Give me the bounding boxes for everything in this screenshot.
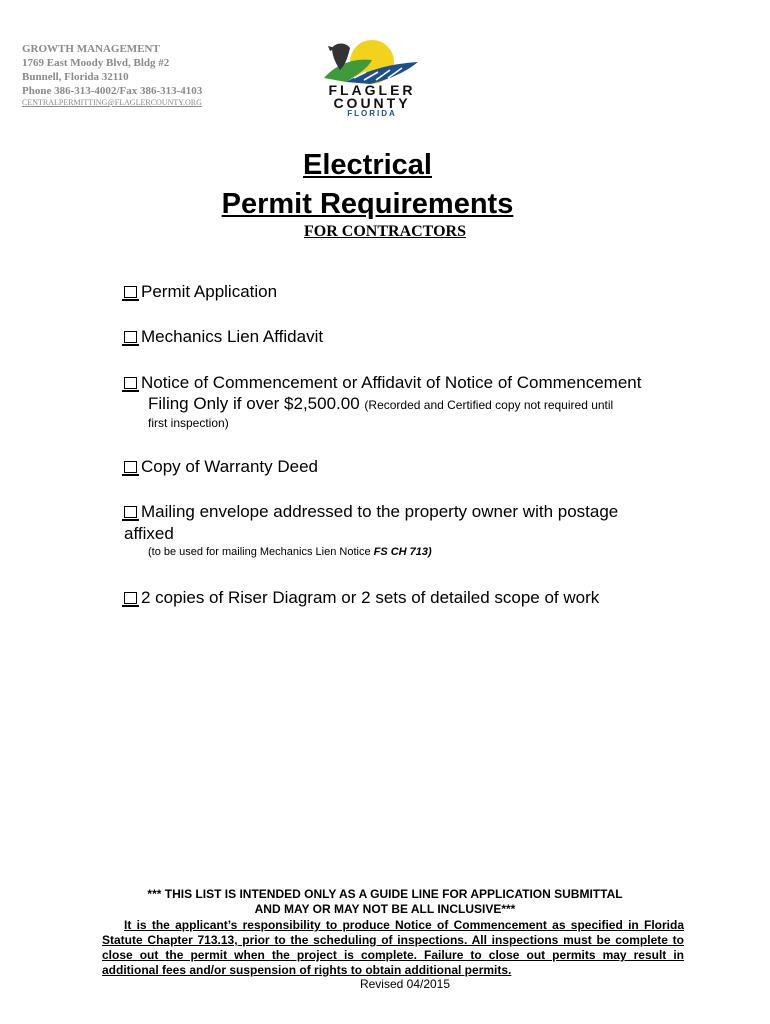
requirement-note-continued: first inspection) <box>148 416 229 430</box>
requirement-text: Mailing envelope addressed to the property owner with postage <box>141 502 619 521</box>
requirement-text: Notice of Commencement or Affidavit of Notice of Commencement <box>141 373 642 392</box>
phone-fax: Phone 386-313-4002/Fax 386-313-4103 <box>22 85 203 97</box>
computer-icon <box>124 506 137 518</box>
logo-word-flagler: FLAGLER <box>328 82 416 98</box>
email-link[interactable]: CENTRALPERMITTING@FLAGLERCOUNTY.ORG <box>22 98 202 107</box>
computer-icon <box>124 592 137 604</box>
guideline-notice <box>0 887 770 917</box>
flagler-county-logo <box>306 38 438 120</box>
guideline-notice-line-1: *** THIS LIST IS INTENDED ONLY AS A GUIDE LINE FOR APPLICATION SUBMITTAL <box>147 887 623 901</box>
logo-graphic-icon <box>306 38 438 84</box>
requirement-note: (Recorded and Certified copy not required until <box>364 398 614 412</box>
page-subtitle: FOR CONTRACTORS <box>304 223 466 240</box>
requirement-item <box>124 456 318 478</box>
requirement-text-continued: affixed <box>124 524 174 543</box>
requirement-item <box>124 587 599 609</box>
requirement-item <box>124 501 618 559</box>
page-title-line-1: Electrical <box>303 149 432 181</box>
address-line-2: Bunnell, Florida 32110 <box>22 71 129 83</box>
address-line-1: 1769 East Moody Blvd, Bldg #2 <box>22 57 170 69</box>
requirement-note: (to be used for mailing Mechanics Lien Notice <box>148 546 371 558</box>
guideline-notice-line-2: AND MAY OR MAY NOT BE ALL INCLUSIVE*** <box>254 902 516 916</box>
requirement-text-continued: Filing Only if over $2,500.00 <box>148 394 360 413</box>
computer-icon <box>124 286 137 298</box>
requirement-text: Permit Application <box>141 282 278 301</box>
computer-icon <box>124 377 137 389</box>
logo-word-florida: FLORIDA <box>347 109 397 118</box>
requirement-item <box>124 372 641 431</box>
requirement-text: Mechanics Lien Affidavit <box>141 327 324 346</box>
department-name: GROWTH MANAGEMENT <box>22 43 160 55</box>
computer-icon <box>124 331 137 343</box>
page-title-line-2: Permit Requirements <box>221 188 514 220</box>
department-header <box>22 42 202 110</box>
requirement-item <box>124 281 277 303</box>
logo-word-county: COUNTY <box>333 95 411 111</box>
statute-reference: FS CH 713) <box>373 546 432 558</box>
revision-date: Revised 04/2015 <box>359 977 451 991</box>
requirement-text: Copy of Warranty Deed <box>141 457 318 476</box>
requirement-text: 2 copies of Riser Diagram or 2 sets of detailed scope of work <box>141 588 600 607</box>
responsibility-statement <box>102 918 684 978</box>
computer-icon <box>124 461 137 473</box>
responsibility-text: It is the applicant’s responsibility to produce Notice of Commencement as specified in Florida Statute Chapter 713.13, prior to the scheduling of inspections. All inspections must be complete to close out the permit when the project is complete. Failure to close out permits may result in additional fees and/or suspension of rights to obtain additional permits. <box>102 918 684 977</box>
requirement-item <box>124 326 323 348</box>
